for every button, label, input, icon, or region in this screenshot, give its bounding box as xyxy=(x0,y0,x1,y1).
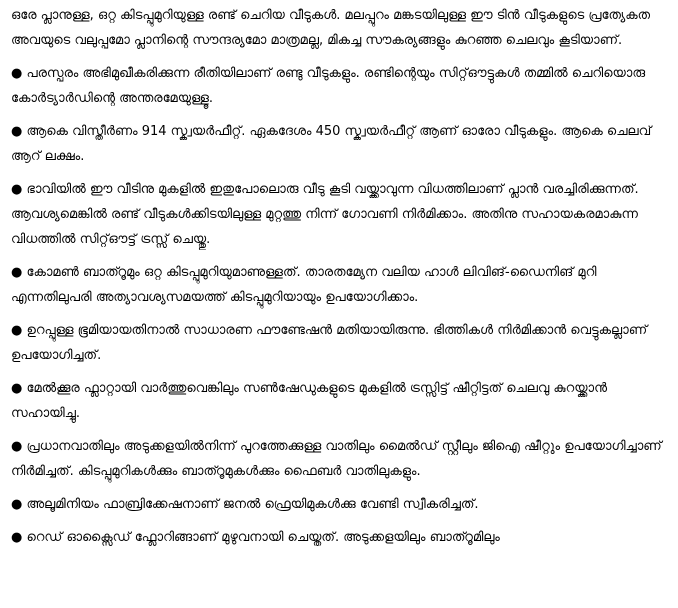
bullet-icon: ● xyxy=(11,497,23,512)
bullet-icon: ● xyxy=(11,381,23,396)
intro-paragraph: ഒരേ പ്ലാനുള്ള, ഒറ്റ കിടപ്പുമുറിയുള്ള രണ്ട് ചെറിയ വീടുകൾ. മലപ്പുറം മങ്കടയിലുള്ള ഈ ടിൻ വീടുകളുടെ പ്രത്യേകത അവയുടെ വലുപ്പമോ പ്ലാനിന്റെ സൗന്ദര്യമോ മാത്രമല്ല, മികച്ച സൗകര്യങ്ങളും കുറഞ്ഞ ചെലവും കൂടിയാണ്. xyxy=(11,8,651,48)
list-item xyxy=(11,434,675,484)
list-item-text: മേൽക്കൂര ഫ്ലാറ്റായി വാർത്തുവെങ്കിലും സൺഷേഡുകളുടെ മുകളിൽ ട്രസ്സിട്ട് ഷീറ്റിട്ടത് ചെലവു കുറയ്ക്കാൻ സഹായിച്ചു. xyxy=(11,381,608,421)
list-item xyxy=(11,376,675,426)
list-item xyxy=(11,525,675,550)
list-item-text: അലൂമിനിയം ഫാബ്രിക്കേഷനാണ് ജനൽ ഫ്രെയിമുകൾക്കു വേണ്ടി സ്വീകരിച്ചത്. xyxy=(26,497,479,512)
bullet-icon: ● xyxy=(11,265,23,280)
list-item-text: പരസ്പരം അഭിമുഖീകരിക്കുന്ന രീതിയിലാണ് രണ്ടു വീടുകളും. രണ്ടിന്റെയും സിറ്റ്ഔട്ടുകൾ തമ്മിൽ ചെറിയൊരു കോർട്യാർഡിന്റെ അന്തരമേയുള്ളൂ. xyxy=(11,66,646,106)
list-item xyxy=(11,318,675,368)
list-item-text: റെഡ് ഓക്സൈഡ് ഫ്ലോറിങ്ങാണ് മുഴുവനായി ചെയ്തത്. അടുക്കളയിലും ബാത്റൂമിലും xyxy=(26,530,500,545)
list-item-text: പ്രധാനവാതിലും അടുക്കളയിൽനിന്ന് പുറത്തേക്കുള്ള വാതിലും മൈൽഡ് സ്റ്റീലും ജിഐ ഷീറ്റും ഉപയോഗിച്ചാണ് നിർമിച്ചത്. കിടപ്പുമുറികൾക്കും ബാത്റൂമുകൾക്കും ഫൈബർ വാതിലുകളും. xyxy=(11,439,662,479)
list-item xyxy=(11,260,675,310)
list-item-text: ഉറപ്പുള്ള ഭൂമിയായതിനാൽ സാധാരണ ഫൗണ്ടേഷൻ മതിയായിരുന്നു. ഭിത്തികൾ നിർമിക്കാൻ വെട്ടുകല്ലാണ് ഉപയോഗിച്ചത്. xyxy=(11,323,648,363)
list-item xyxy=(11,177,675,252)
bullet-icon: ● xyxy=(11,530,23,545)
list-item-text: കോമൺ ബാത്റൂമും ഒറ്റ കിടപ്പുമുറിയുമാണുള്ളത്. താരതമ്യേന വലിയ ഹാൾ ലിവിങ്-ഡൈനിങ് മുറി എന്നതിലുപരി അത്യാവശ്യസമയത്ത് കിടപ്പുമുറിയായും ഉപയോഗിക്കാം. xyxy=(11,265,597,305)
list-item-text: ആകെ വിസ്തീർണം 914 സ്ക്വയർഫീറ്റ്. ഏകദേശം 450 സ്ക്വയർഫീറ്റ് ആണ് ഓരോ വീടുകളും. ആകെ ചെലവ് ആറ് ലക്ഷം. xyxy=(11,124,652,164)
bullet-icon: ● xyxy=(11,439,23,454)
bullet-icon: ● xyxy=(11,124,23,139)
bullet-icon: ● xyxy=(11,66,23,81)
list-item xyxy=(11,61,675,111)
list-item xyxy=(11,492,675,517)
list-item-text: ഭാവിയിൽ ഈ വീടിനു മുകളിൽ ഇതുപോലൊരു വീടു കൂടി വയ്ക്കാവുന്ന വിധത്തിലാണ് പ്ലാൻ വരച്ചിരിക്കുന്നത്. ആവശ്യമെങ്കിൽ രണ്ട് വീടുകൾക്കിടയിലുള്ള മുറ്റത്തു നിന്ന് ഗോവണി നിർമിക്കാം. അതിനു സഹായകരമാകുന്ന വിധത്തിൽ സിറ്റ്ഔട്ട് ട്രസ്സ് ചെയ്തു. xyxy=(11,182,639,247)
bullet-icon: ● xyxy=(11,323,23,338)
article-body xyxy=(11,3,675,558)
bullet-icon: ● xyxy=(11,182,23,197)
list-item xyxy=(11,119,675,169)
